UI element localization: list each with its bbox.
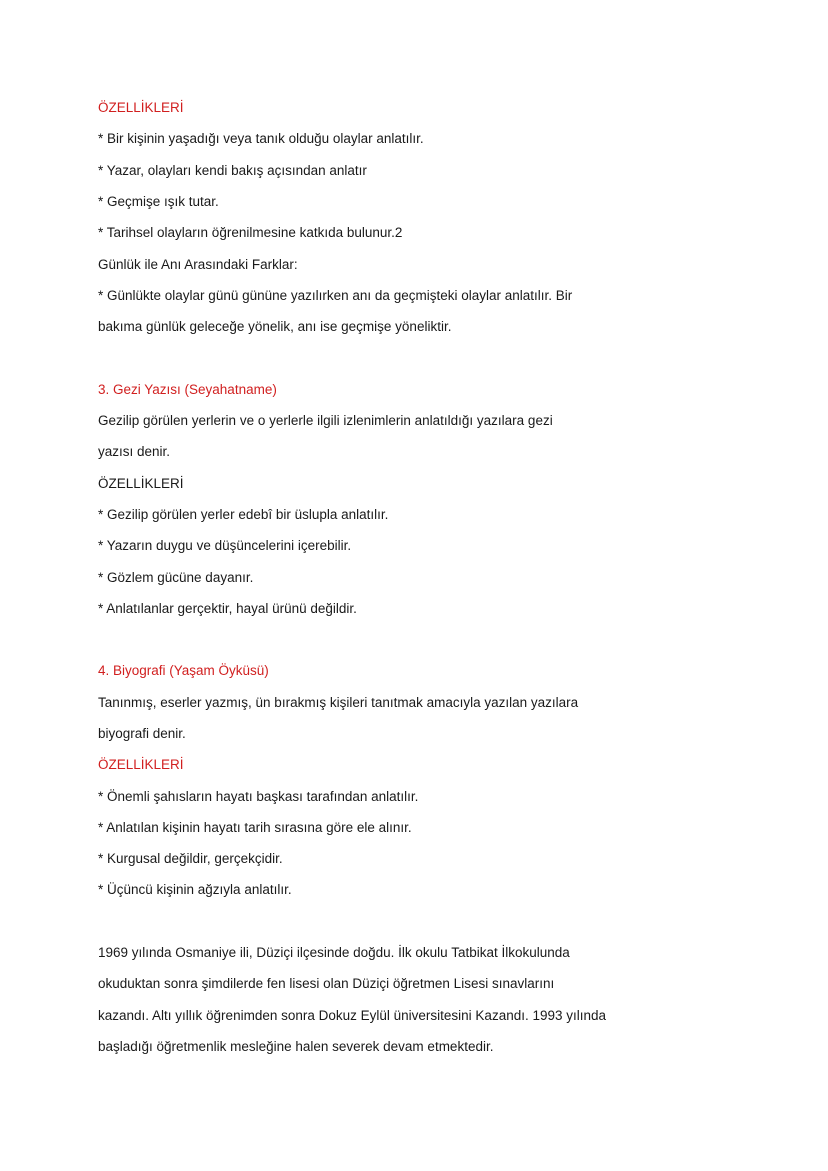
feature-item: * Önemli şahısların hayatı başkası tarafından anlatılır. — [98, 789, 419, 804]
feature-item: * Bir kişinin yaşadığı veya tanık olduğu olaylar anlatılır. — [98, 131, 424, 146]
bio-line: başladığı öğretmenlik mesleğine halen severek devam etmektedir. — [98, 1039, 494, 1054]
definition-line: Gezilip görülen yerlerin ve o yerlerle ilgili izlenimlerin anlatıldığı yazılara gezi — [98, 413, 553, 428]
feature-item: * Yazar, olayları kendi bakış açısından anlatır — [98, 163, 367, 178]
feature-item: * Üçüncü kişinin ağzıyla anlatılır. — [98, 882, 292, 897]
feature-item: * Geçmişe ışık tutar. — [98, 194, 219, 209]
bio-line: okuduktan sonra şimdilerde fen lisesi olan Düziçi öğretmen Lisesi sınavlarını — [98, 976, 555, 991]
features-heading: ÖZELLİKLERİ — [98, 100, 184, 115]
definition-line: biyografi denir. — [98, 726, 186, 741]
definition-line: yazısı denir. — [98, 444, 171, 459]
feature-item: * Gezilip görülen yerler edebî bir üslupla anlatılır. — [98, 507, 389, 522]
feature-item: * Yazarın duygu ve düşüncelerini içerebilir. — [98, 538, 352, 553]
definition-line: Tanınmış, eserler yazmış, ün bırakmış kişileri tanıtmak amacıyla yazılan yazılara — [98, 695, 579, 710]
difference-line: * Günlükte olaylar günü gününe yazılırken anı da geçmişteki olaylar anlatılır. Bir — [98, 288, 573, 303]
difference-heading: Günlük ile Anı Arasındaki Farklar: — [98, 257, 298, 272]
feature-item: * Gözlem gücüne dayanır. — [98, 570, 254, 585]
feature-item: * Kurgusal değildir, gerçekçidir. — [98, 851, 283, 866]
feature-item: * Tarihsel olayların öğrenilmesine katkıda bulunur.2 — [98, 225, 403, 240]
difference-line: bakıma günlük geleceğe yönelik, anı ise geçmişe yöneliktir. — [98, 319, 452, 334]
bio-line: kazandı. Altı yıllık öğrenimden sonra Dokuz Eylül üniversitesini Kazandı. 1993 yılında — [98, 1008, 607, 1023]
feature-item: * Anlatılanlar gerçektir, hayal ürünü değildir. — [98, 601, 357, 616]
feature-item: * Anlatılan kişinin hayatı tarih sırasına göre ele alınır. — [98, 820, 412, 835]
section-title-biyografi: 4. Biyografi (Yaşam Öyküsü) — [98, 663, 269, 678]
section-title-gezi: 3. Gezi Yazısı (Seyahatname) — [98, 382, 277, 397]
bio-line: 1969 yılında Osmaniye ili, Düziçi ilçesinde doğdu. İlk okulu Tatbikat İlkokulunda — [98, 945, 570, 960]
features-heading: ÖZELLİKLERİ — [98, 476, 184, 491]
features-heading: ÖZELLİKLERİ — [98, 757, 184, 772]
